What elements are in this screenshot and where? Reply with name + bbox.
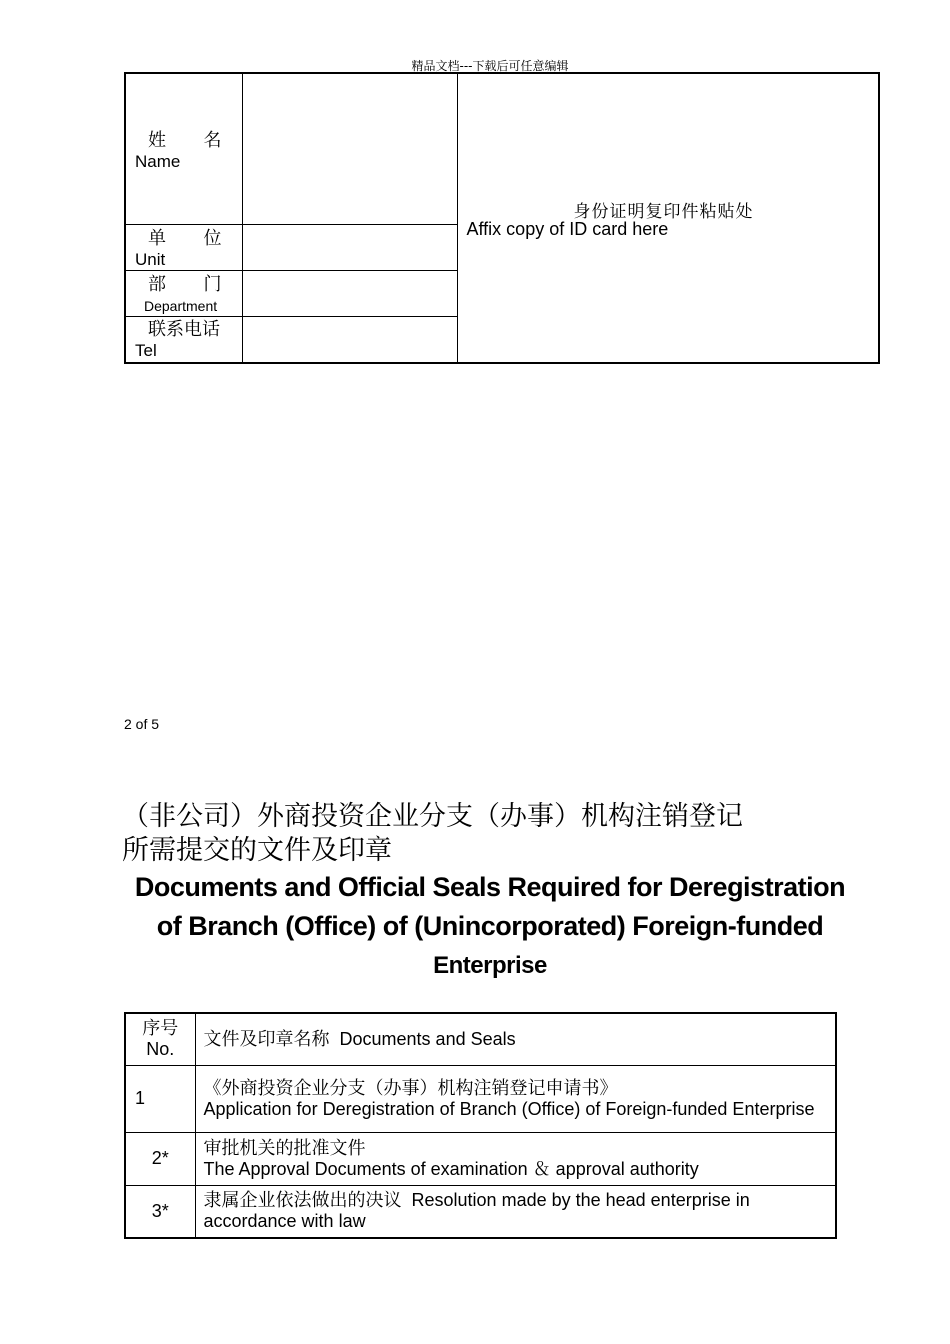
row-no-cell: 1 <box>125 1065 195 1132</box>
title-en-line3: Enterprise <box>433 952 547 979</box>
row-desc-en: The Approval Documents of examination ＆ approval authority <box>203 1158 699 1179</box>
id-card-affix-area <box>457 73 879 363</box>
department-label-zh-2: 门 <box>203 273 222 295</box>
row-desc-en: Application for Deregistration of Branch (Office) of Foreign-funded Enterprise <box>203 1098 815 1119</box>
title-en-line2: of Branch (Office) of (Unincorporated) Foreign-funded <box>156 911 824 941</box>
unit-label-zh-1: 单 <box>148 227 166 249</box>
unit-label-zh-2: 位 <box>203 227 222 249</box>
affix-label-en: Affix copy of ID card here <box>466 219 669 239</box>
name-label-en: Name <box>135 152 181 171</box>
department-label-en: Department <box>144 297 218 314</box>
page-header: 精品文档---下载后可任意编辑 <box>411 59 569 73</box>
row-desc-cell <box>195 1132 836 1185</box>
documents-table <box>124 1012 837 1239</box>
row-desc-zh: 《外商投资企业分支（办事）机构注销登记申请书》 <box>203 1077 618 1099</box>
applicant-info-table <box>124 72 880 364</box>
header-no-cell <box>125 1013 195 1065</box>
tel-label-en: Tel <box>135 340 157 360</box>
row-desc-en: Resolution made by the head enterprise in accordance with law <box>203 1190 750 1232</box>
title-en <box>80 868 900 985</box>
department-label-cell <box>125 270 242 316</box>
table-row <box>125 1065 836 1132</box>
name-label-zh-1: 姓 <box>148 130 166 151</box>
header-desc-en: Documents and Seals <box>339 1028 516 1049</box>
unit-label-en: Unit <box>135 249 166 269</box>
title-zh-line2: 所需提交的文件及印章 <box>122 835 392 866</box>
title-en-line1: Documents and Official Seals Required for Deregistration <box>134 872 846 902</box>
department-label-zh-1: 部 <box>148 273 166 295</box>
header-no-en: No. <box>146 1039 175 1060</box>
row-desc-zh: 隶属企业依法做出的决议 <box>203 1190 402 1212</box>
name-label-zh-2: 名 <box>203 130 222 151</box>
table-header-row <box>125 1013 836 1065</box>
department-value-cell[interactable] <box>242 270 457 316</box>
header-no-zh: 序号 <box>142 1018 179 1040</box>
name-value-cell[interactable] <box>242 73 457 224</box>
row-no-cell: 3* <box>125 1185 195 1238</box>
unit-value-cell[interactable] <box>242 224 457 270</box>
row-desc-cell <box>195 1185 836 1238</box>
tel-label-zh: 联系电话 <box>148 318 220 340</box>
table-row <box>125 1132 836 1185</box>
affix-label-zh: 身份证明复印件粘贴处 <box>573 202 754 222</box>
unit-label-cell <box>125 224 242 270</box>
row-desc-cell <box>195 1065 836 1132</box>
tel-label-cell <box>125 316 242 363</box>
row-desc-zh: 审批机关的批准文件 <box>203 1137 366 1159</box>
row-no-cell: 2* <box>125 1132 195 1185</box>
tel-value-cell[interactable] <box>242 316 457 363</box>
header-desc-zh: 文件及印章名称 <box>203 1028 330 1050</box>
header-desc-cell <box>195 1013 836 1065</box>
title-zh-line1: （非公司）外商投资企业分支（办事）机构注销登记 <box>122 801 743 832</box>
table-row <box>125 1185 836 1238</box>
name-label-cell <box>125 73 242 224</box>
title-zh <box>122 800 882 868</box>
page-number: 2 of 5 <box>124 716 160 732</box>
